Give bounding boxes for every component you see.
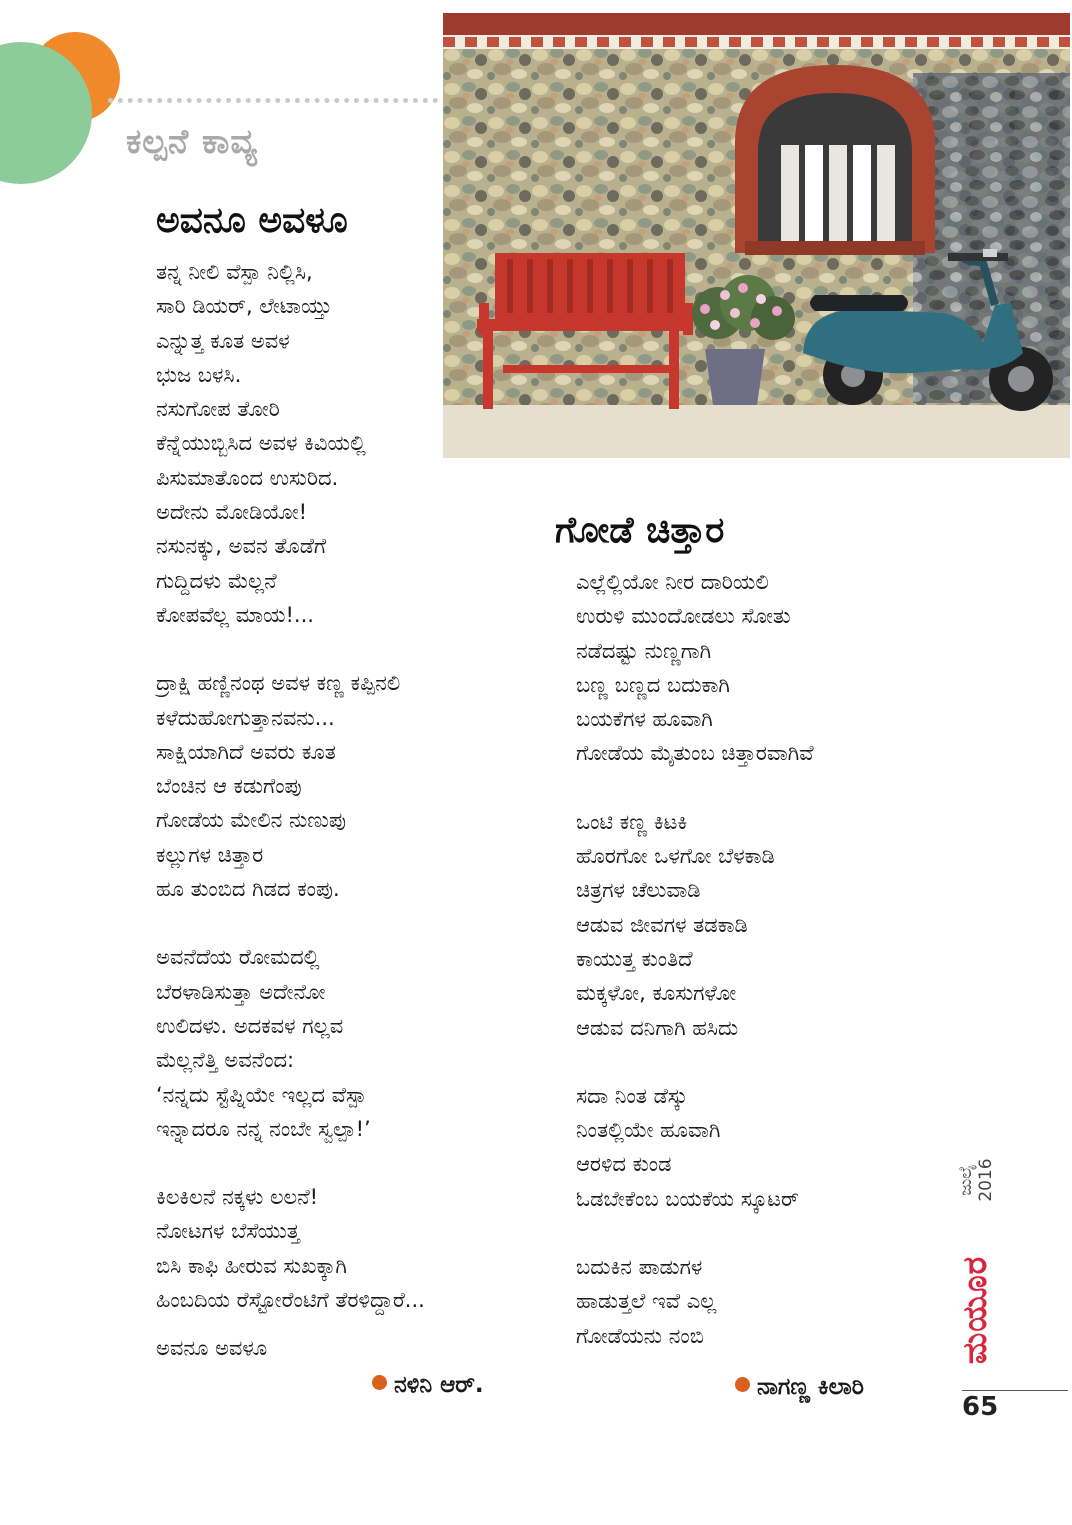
poem-1-stanza-1 [156, 255, 425, 632]
page-number: 65 [962, 1392, 999, 1422]
poem-line: ಬಿಸಿ ಕಾಫಿ ಹೀರುವ ಸುಖಕ್ಕಾಗಿ [156, 1253, 347, 1278]
poem-2-stanza-3 [576, 1079, 814, 1216]
poem-line: ಸಾಕ್ಷಿಯಾಗಿದೆ ಅವರು ಕೂತ [156, 739, 336, 764]
poem-line: ಇನ್ನಾದರೂ ನನ್ನ ನಂಬೇ ಸ್ವಲ್ಪಾ!’ [156, 1116, 371, 1141]
poem-line: ಹಾಡುತ್ತಲೆ ಇವೆ ಎಲ್ಲ [576, 1289, 717, 1314]
poem-line: ಕೆನ್ನೆಯುಬ್ಬಿಸಿದ ಅವಳ ಕಿವಿಯಲ್ಲಿ [156, 431, 366, 456]
poem-line: ಬಣ್ಣ ಬಣ್ಣದ ಬದುಕಾಗಿ [576, 672, 730, 697]
poem-line: ಕಳೆದುಹೋಗುತ್ತಾನವನು... [156, 705, 335, 730]
poem-1-stanza-4 [156, 1180, 425, 1317]
poem-line: ಕಿಲಕಿಲನೆ ನಕ್ಕಳು ಲಲನೆ! [156, 1185, 319, 1210]
poem-line: ಕಲ್ಲುಗಳ ಚಿತ್ತಾರ [156, 842, 264, 867]
poem-1-author [372, 1372, 484, 1398]
poem-line: ಆಡುವ ದನಿಗಾಗಿ ಹಸಿದು [576, 1015, 739, 1040]
poem-2-stanza-4 [576, 1250, 814, 1353]
issue-date: ಜುಲೈ 2016 [956, 1158, 996, 1202]
poem-line: ‘ನನ್ನದು ಸ್ಟೆಪ್ನಿಯೇ ಇಲ್ಲದ ವೆಸ್ಪಾ [156, 1082, 367, 1107]
poem-line: ಸದಾ ನಿಂತ ಡೆಸ್ಕು [576, 1083, 688, 1108]
poem-line: ತನ್ನ ನೀಲಿ ವೆಸ್ಪಾ ನಿಲ್ಲಿಸಿ, [156, 260, 313, 284]
poem-line: ಓಡಬೇಕೆಂಬ ಬಯಕೆಯ ಸ್ಕೂಟರ್ [576, 1186, 799, 1211]
poem-1-author-name: ನಳಿನಿ ಆರ್. [394, 1372, 484, 1398]
poem-1-title: ಅವನೂ ಅವಳೂ [156, 200, 348, 241]
poem-line: ಗೋಡೆಯ ಮೇಲಿನ ನುಣುಪು [156, 808, 346, 833]
poem-line: ಉಲಿದಳು. ಅದಕವಳ ಗಲ್ಲವ [156, 1013, 344, 1038]
poem-line: ಮಕ್ಕಳೋ, ಕೂಸುಗಳೋ [576, 981, 737, 1006]
poem-line: ಭುಜ ಬಳಸಿ. [156, 362, 242, 387]
poem-line: ಬೆರಳಾಡಿಸುತ್ತಾ ಅದೇನೋ [156, 979, 326, 1004]
poem-1-stanza-5 [156, 1331, 425, 1365]
poem-line: ನೋಟಗಳ ಬೆಸೆಯುತ್ತ [156, 1219, 300, 1244]
poem-line: ದ್ರಾಕ್ಷಿ ಹಣ್ಣಿನಂಥ ಅವಳ ಕಣ್ಣ ಕಪ್ಪಿನಲಿ [156, 671, 401, 696]
poem-2-author [735, 1374, 864, 1400]
poem-line: ಅವನೂ ಅವಳೂ [156, 1336, 268, 1361]
poem-2-author-name: ನಾಗಣ್ಣ ಕಿಲಾರಿ [757, 1374, 864, 1400]
poem-line: ಗೋಡೆಯ ಮೈತುಂಬ ಚಿತ್ತಾರವಾಗಿವೆ [576, 741, 814, 766]
poem-line: ಬಯಕೆಗಳ ಹೂವಾಗಿ [576, 707, 713, 732]
poem-line: ಚಿತ್ರಗಳ ಚೆಲುವಾಡಿ [576, 878, 701, 903]
poem-1-stanza-3 [156, 940, 425, 1146]
dotted-divider [108, 98, 438, 103]
poem-line: ಎಲ್ಲೆಲ್ಲಿಯೋ ನೀರ ದಾರಿಯಲಿ [576, 570, 769, 594]
poem-line: ಪಿಸುಮಾತೊಂದ ಉಸುರಿದ. [156, 465, 339, 490]
poem-line: ಹಿಂಬದಿಯ ರೆಸ್ಟೋರೆಂಟಿಗೆ ತೆರಳಿದ್ದಾರೆ... [156, 1288, 425, 1313]
poem-1-body [156, 255, 425, 1400]
section-label: ಕಲ್ಪನೆ ಕಾವ್ಯ [126, 122, 258, 162]
poem-line: ಗುದ್ದಿದಳು ಮೆಲ್ಲನೆ [156, 568, 277, 593]
poem-line: ಎನ್ನುತ್ತ ಕೂತ ಅವಳ [156, 328, 290, 353]
poem-2-body [576, 565, 814, 1387]
poem-line: ಒಂಟಿ ಕಣ್ಣ ಕಿಟಕಿ [576, 809, 688, 834]
poem-line: ಹೊರಗೋ ಒಳಗೋ ಬೆಳಕಾಡಿ [576, 844, 775, 869]
poem-line: ಬೆಂಚಿನ ಆ ಕಡುಗೆಂಪು [156, 774, 302, 799]
poem-line: ನಿಂತಲ್ಲಿಯೇ ಹೂವಾಗಿ [576, 1118, 721, 1143]
poem-line: ಆಡುವ ಜೀವಗಳ ತಡಕಾಡಿ [576, 912, 748, 937]
poem-line: ಮೆಲ್ಲನೆತ್ತಿ ಅವನೆಂದ: [156, 1048, 295, 1073]
bullet-dot [735, 1377, 750, 1392]
poem-line: ಉರುಳಿ ಮುಂದೋಡಲು ಸೋತು [576, 604, 791, 629]
poem-1-stanza-2 [156, 666, 425, 906]
poem-line: ಬದುಕಿನ ಪಾಡುಗಳ [576, 1255, 703, 1280]
poem-line: ಅವನೆದೆಯ ರೋಮದಲ್ಲಿ [156, 945, 320, 970]
page-number-rule [962, 1390, 1068, 1391]
poem-line: ಸಾರಿ ಡಿಯರ್, ಲೇಟಾಯ್ತು [156, 294, 332, 319]
poem-line: ಕೋಪವೆಲ್ಲ ಮಾಯ!... [156, 602, 314, 627]
poem-2-stanza-2 [576, 805, 814, 1045]
bullet-dot [372, 1375, 387, 1390]
illustration-wall-bench-scooter [443, 13, 1070, 458]
poem-line: ಗೋಡೆಯನು ನಂಬಿ [576, 1323, 704, 1348]
poem-line: ನಸುಗೋಪ ತೋರಿ [156, 397, 280, 422]
magazine-logo: ಮಯೂರ [955, 1255, 994, 1365]
poem-line: ನಸುನಕ್ಕು, ಅವನ ತೊಡೆಗೆ [156, 534, 327, 559]
poem-line: ಕಾಯುತ್ತ ಕುಂತಿದೆ [576, 946, 693, 971]
poem-2-stanza-1 [576, 565, 814, 771]
poem-line: ಹೂ ತುಂಬಿದ ಗಿಡದ ಕಂಪು. [156, 877, 340, 902]
poem-line: ಅದೇನು ಮೋಡಿಯೋ! [156, 500, 308, 525]
poem-2-title: ಗೋಡೆ ಚಿತ್ತಾರ [555, 510, 725, 551]
poem-line: ನಡೆದಷ್ಟು ನುಣ್ಣಗಾಗಿ [576, 638, 712, 663]
poem-line: ಆರಳಿದ ಕುಂಡ [576, 1152, 672, 1177]
